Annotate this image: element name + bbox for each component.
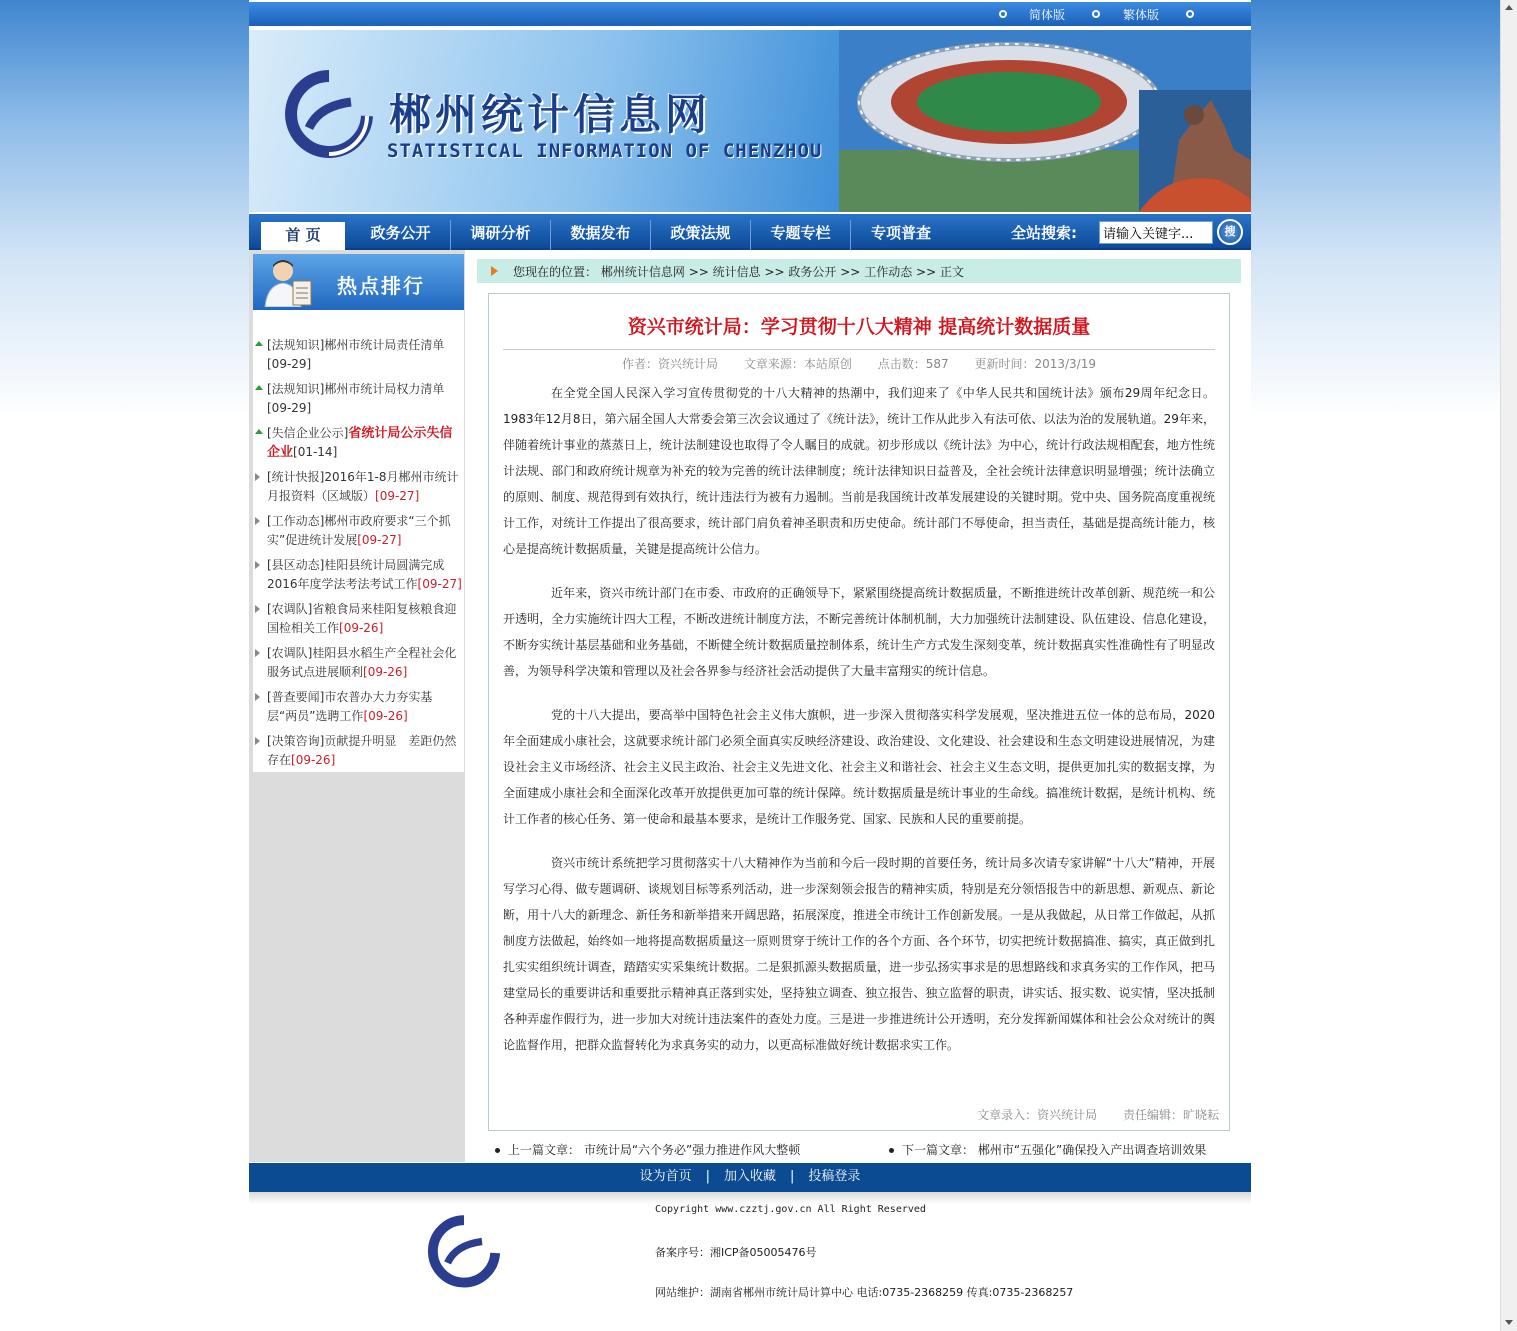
hot-item-date: [09-29]: [267, 357, 312, 371]
article-editor: 责任编辑：旷晓耘: [1122, 1108, 1219, 1122]
gray-arrow-icon: [255, 693, 260, 701]
breadcrumb-item: 正文: [939, 265, 964, 279]
bullet-icon: [495, 1148, 500, 1153]
hot-item-title[interactable]: 省粮食局来桂阳复核粮食迎国检相关工作: [267, 602, 457, 635]
breadcrumb-separator: >>: [764, 265, 785, 279]
search-button[interactable]: 搜: [1217, 219, 1243, 245]
bullet-icon: [889, 1148, 894, 1153]
breadcrumb-item[interactable]: 工作动态: [864, 265, 913, 279]
separator: |: [790, 1169, 795, 1184]
hot-item-category: [农调队]: [267, 646, 313, 660]
dot-icon: [1186, 10, 1194, 18]
simplified-link[interactable]: 简体版: [1029, 8, 1066, 22]
hot-item-date: [09-26]: [363, 709, 408, 723]
dot-icon: [1092, 10, 1100, 18]
hot-item-date: [09-27]: [375, 489, 420, 503]
breadcrumb-separator: >>: [840, 265, 861, 279]
hot-item-category: [普查要闻]: [267, 690, 325, 704]
nav-data-release[interactable]: 数据发布: [551, 220, 651, 250]
hot-list-item[interactable]: [253, 556, 464, 600]
submit-login-link[interactable]: 投稿登录: [808, 1169, 861, 1184]
nav-census[interactable]: 专项普查: [870, 224, 931, 242]
article-paragraph: 在全党全国人民深入学习宣传贯彻党的十八大精神的热潮中，我们迎来了《中华人民共和国统计法》颁布29周年纪念日。1983年12月8日，第六届全国人大常委会第三次会议通过了《统计法》，统计工作从此步入有法可依、以法为治的发展轨道。29年来，伴随着统计事业的蒸蒸日上，统计法制建设也取得了令人瞩目的成就。初步形成以《统计法》为中心，统计行政法规相配套，地方性统计法规、部门和政府统计规章为补充的较为完善的统计法律制度；统计法律知识日益普及，全社会统计法律意识明显增强；统计法确立的原则、制度、规范得到有效执行，统计违法行为被有力遏制。当前是我国统计改革发展建设的关键时期。党中央、国务院高度重视统计工作，对统计工作提出了很高要求，统计部门肩负着神圣职责和历史使命。统计部门不辱使命，担当责任，基础是提高统计能力，核心是提高统计数据质量，关键是提高统计公信力。: [503, 386, 1215, 556]
hot-item-category: [法规知识]: [267, 382, 325, 396]
breadcrumb-separator: >>: [688, 265, 709, 279]
nav-research[interactable]: 调研分析: [451, 220, 551, 250]
separator: |: [705, 1169, 710, 1184]
hot-item-title[interactable]: 市农普办大力夯实基层“两员”选聘工作: [267, 690, 433, 723]
hot-item-title[interactable]: 郴州市政府要求“三个抓实”促进统计发展: [267, 514, 451, 547]
scrollbar[interactable]: [1500, 0, 1517, 1331]
hot-item-category: [决策咨询]: [267, 734, 325, 748]
hot-item-title[interactable]: 桂阳县统计局圆满完成2016年度学法考法考试工作: [267, 558, 445, 591]
site-logo-icon: [279, 66, 379, 166]
dot-icon: [999, 10, 1007, 18]
person-clipboard-icon: [261, 257, 317, 307]
hot-list-item[interactable]: [253, 336, 464, 380]
breadcrumb-item[interactable]: 统计信息: [712, 265, 761, 279]
hot-item-date: [09-27]: [357, 533, 402, 547]
hot-item-date: [09-26]: [291, 753, 336, 767]
article-clicks: 点击数：587: [877, 357, 949, 371]
hot-item-date: [09-26]: [339, 621, 384, 635]
maintenance-info: 网站维护：湖南省郴州市统计局计算中心 电话:0735-2368259 传真:0735-2368257: [655, 1286, 1074, 1299]
article-title: 资兴市统计局：学习贯彻十八大精神 提高统计数据质量: [627, 316, 1091, 338]
hot-item-category: [失信企业公示]: [267, 426, 349, 440]
hot-list-item[interactable]: [253, 644, 464, 688]
green-arrow-icon: [255, 385, 263, 390]
hot-item-date: [01-14]: [293, 445, 338, 459]
gray-arrow-icon: [255, 649, 260, 657]
article-meta: [489, 355, 1229, 372]
hot-item-title[interactable]: 桂阳县水稻生产全程社会化服务试点进展顺利: [267, 646, 457, 679]
footer-logo-icon: [421, 1212, 507, 1294]
article-body: [503, 380, 1215, 1076]
traditional-link[interactable]: 繁体版: [1123, 8, 1160, 22]
article: [488, 293, 1230, 1131]
hot-item-date: [09-27]: [417, 577, 462, 591]
hot-ranking-list: [253, 310, 464, 772]
hot-list-item[interactable]: [253, 600, 464, 644]
nav-government-affairs[interactable]: 政务公开: [351, 220, 451, 250]
breadcrumb-separator: >>: [916, 265, 937, 279]
banner: [249, 30, 1251, 212]
footer-links: [249, 1163, 1251, 1192]
article-author: 作者：资兴统计局: [622, 357, 719, 371]
green-arrow-icon: [255, 429, 263, 434]
add-favorite-link[interactable]: 加入收藏: [723, 1169, 776, 1184]
gray-arrow-icon: [255, 737, 260, 745]
article-footer: [955, 1106, 1219, 1123]
sidebar: [249, 250, 465, 1162]
hot-item-category: [农调队]: [267, 602, 313, 616]
breadcrumb-prefix: 您现在的位置：: [513, 265, 598, 279]
hot-item-title[interactable]: 贡献提升明显 差距仍然存在: [267, 734, 457, 767]
hot-item-category: [统计快报]: [267, 470, 325, 484]
nav-policy[interactable]: 政策法规: [651, 220, 751, 250]
hot-list-item[interactable]: [253, 468, 464, 512]
stadium-image: [839, 30, 1251, 212]
footer: [249, 1192, 1251, 1313]
gray-arrow-icon: [255, 605, 260, 613]
gray-arrow-icon: [255, 517, 260, 525]
hot-item-title[interactable]: 郴州市统计局责任清单: [324, 338, 445, 352]
article-paragraph: 资兴市统计系统把学习贯彻落实十八大精神作为当前和今后一段时期的首要任务，统计局多次请专家讲解“十八大”精神，开展写学习心得、做专题调研、谈规划目标等系列活动，进一步深刻领会报告的精神实质，特别是充分领悟报告中的新思想、新观点、新论断，用十八大的新理念、新任务和新举措来开阔思路，拓展深度，推进全市统计工作创新发展。一是从我做起，从日常工作做起，从抓制度方法做起，始终如一地将提高数据质量这一原则贯穿于统计工作的各个方面、各个环节，切实把统计数据搞准、搞实，真正做到扎扎实实组织统计调查，踏踏实实采集统计数据。二是狠抓源头数据质量，进一步弘扬实事求是的思想路线和求真务实的工作作风，把马建堂局长的重要讲话和重要批示精神真正落到实处，坚持独立调查、独立报告、独立监督的职责，讲实话、报实数、说实情，坚决抵制各种弄虚作假行为，进一步加大对统计违法案件的查处力度。三是进一步推进统计公开透明，充分发挥新闻媒体和社会公众对统计的舆论监督作用，把群众监督转化为求真务实的动力，以更高标准做好统计数据求实工作。: [503, 856, 1215, 1052]
article-source: 文章来源：本站原创: [743, 357, 852, 371]
site-title: 郴州统计信息网: [389, 90, 712, 139]
breadcrumb: [477, 259, 1241, 283]
article-paragraph: 党的十八大提出，要高举中国特色社会主义伟大旗帜，进一步深入贯彻落实科学发展观，坚决推进五位一体的总布局，2020年全面建成小康社会，这就要求统计部门必须全面真实反映经济建设、政治建设、文化建设、社会建设和生态文明建设进展情况，为建设社会主义市场经济、社会主义民主政治、社会主义先进文化、社会主义和谐社会、社会主义生态文明，提供更加扎实的数据支撑，为全面建成小康社会和全面深化改革开放提供更加可靠的统计保障。统计数据质量是统计事业的生命线。搞准统计数据，是统计机构、统计工作者的核心任务、第一使命和最基本要求，是统计工作服务党、国家、民族和人民的重要前提。: [503, 708, 1215, 826]
main-nav: [249, 214, 1251, 250]
site-subtitle: STATISTICAL INFORMATION OF CHENZHOU: [387, 140, 823, 162]
hot-item-date: [09-29]: [267, 401, 312, 415]
hot-item-title[interactable]: 2016年1-8月郴州市统计月报资料（区域版）: [267, 470, 459, 503]
nav-special-column[interactable]: 专题专栏: [751, 220, 851, 250]
hot-list-item[interactable]: [253, 424, 464, 468]
hot-list-item[interactable]: [253, 732, 464, 776]
search-input[interactable]: [1099, 221, 1213, 244]
top-bar: [249, 2, 1251, 26]
hot-ranking-header: [253, 254, 464, 310]
set-homepage-link[interactable]: 设为首页: [639, 1169, 692, 1184]
hot-list-item[interactable]: [253, 512, 464, 556]
scroll-down-icon[interactable]: [1505, 1320, 1513, 1325]
hot-item-title[interactable]: 郴州市统计局权力清单: [324, 382, 445, 396]
prev-article-link[interactable]: 上一篇文章： 市统计局“六个务必”强力推进作风大整顿: [508, 1143, 801, 1157]
hot-item-category: [县区动态]: [267, 558, 325, 572]
hot-item-category: [法规知识]: [267, 338, 325, 352]
article-entry: 文章录入：资兴统计局: [977, 1108, 1098, 1122]
next-article-link[interactable]: 下一篇文章： 郴州市“五强化”确保投入产出调查培训效果: [902, 1143, 1207, 1157]
search-label: 全站搜索:: [1011, 224, 1077, 242]
copyright: Copyright www.czztj.gov.cn All Right Reserved: [655, 1204, 926, 1215]
gray-arrow-icon: [255, 561, 260, 569]
hot-item-date: [09-26]: [363, 665, 408, 679]
hot-list-item[interactable]: [253, 380, 464, 424]
article-paragraph: 近年来，资兴市统计部门在市委、市政府的正确领导下，紧紧围绕提高统计数据质量，不断推进统计改革创新、规范统一和公开透明，全力实施统计四大工程，不断改进统计制度方法，不断完善统计体制机制，大力加强统计法制建设、队伍建设、信息化建设，不断夯实统计基层基础和业务基础，不断健全统计数据质量控制体系，统计生产方式发生深刻变革，统计数据真实性准确性有了明显改善，为领导科学决策和管理以及社会各界参与经济社会活动提供了大量丰富翔实的统计信息。: [503, 586, 1215, 678]
gray-arrow-icon: [255, 473, 260, 481]
green-arrow-icon: [255, 341, 263, 346]
prev-next-links: [495, 1141, 1235, 1159]
divider: [503, 349, 1215, 350]
hot-item-category: [工作动态]: [267, 514, 325, 528]
hot-item-title[interactable]: 省统计局公示失信企业: [267, 426, 453, 460]
scroll-up-icon[interactable]: [1505, 5, 1513, 10]
page-wrapper: [249, 0, 1251, 1313]
breadcrumb-item[interactable]: 政务公开: [788, 265, 837, 279]
arrow-icon: [491, 266, 498, 276]
hot-ranking-title: 热点排行: [337, 274, 425, 298]
article-updated: 更新时间：2013/3/19: [974, 357, 1096, 371]
nav-home[interactable]: 首 页: [261, 222, 345, 250]
icp-number: 备案序号：湘ICP备05005476号: [655, 1246, 817, 1259]
hot-list-item[interactable]: [253, 688, 464, 732]
breadcrumb-item[interactable]: 郴州统计信息网: [600, 265, 685, 279]
